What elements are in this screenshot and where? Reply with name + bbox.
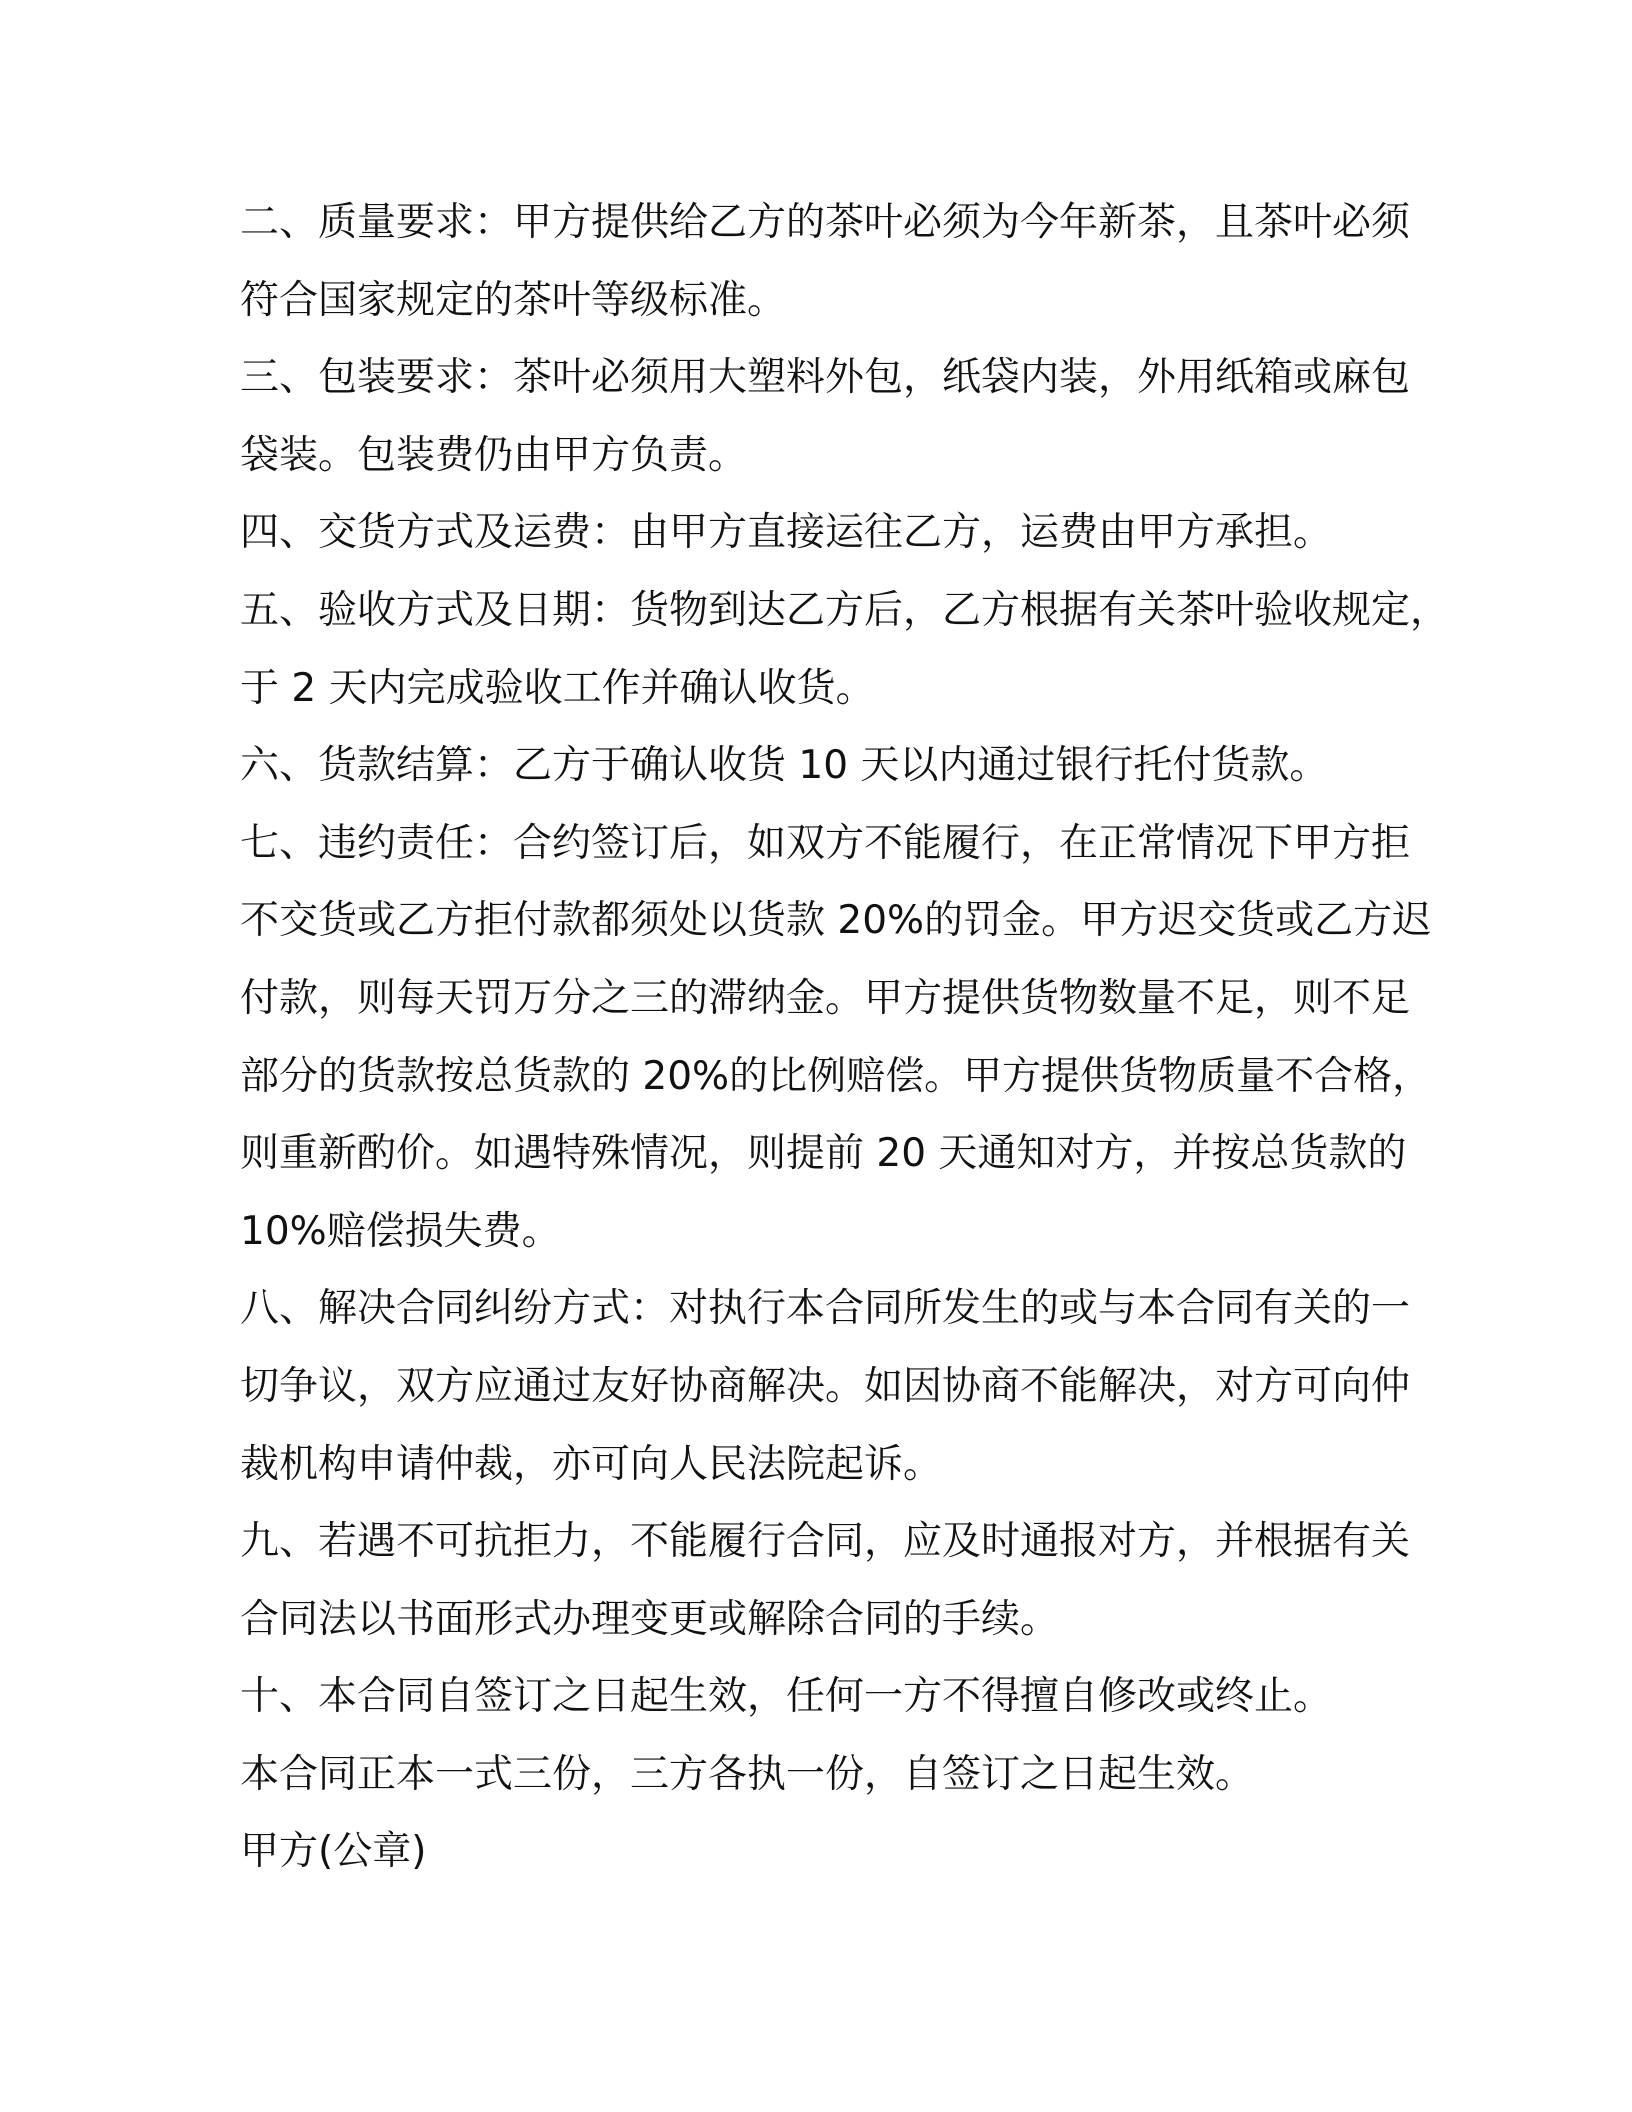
party-a-seal-label: 甲方(公章) bbox=[240, 1829, 427, 1875]
clause-4-delivery: 四、交货方式及运费：由甲方直接运往乙方，运费由甲方承担。 bbox=[240, 510, 1333, 556]
copies-statement: 本合同正本一式三份，三方各执一份，自签订之日起生效。 bbox=[240, 1751, 1255, 1797]
clause-3-packaging-line-2: 袋装。包装费仍由甲方负责。 bbox=[240, 432, 748, 478]
clause-7-liability-line-2: 不交货或乙方拒付款都须处以货款 20%的罚金。甲方迟交货或乙方迟 bbox=[240, 898, 1432, 944]
clause-3-packaging-line-1: 三、包装要求：茶叶必须用大塑料外包，纸袋内装，外用纸箱或麻包 bbox=[240, 355, 1411, 401]
clause-7-liability-line-6: 10%赔偿损失费。 bbox=[240, 1208, 561, 1254]
contract-body bbox=[240, 184, 1450, 1891]
clause-8-disputes-line-2: 切争议，双方应通过友好协商解决。如因协商不能解决，对方可向仲 bbox=[240, 1363, 1411, 1409]
clause-6-settlement: 六、货款结算：乙方于确认收货 10 天以内通过银行托付货款。 bbox=[240, 743, 1329, 789]
clause-8-disputes-line-1: 八、解决合同纠纷方式：对执行本合同所发生的或与本合同有关的一 bbox=[240, 1286, 1411, 1332]
clause-9-force-majeure-line-1: 九、若遇不可抗拒力，不能履行合同，应及时通报对方，并根据有关 bbox=[240, 1519, 1411, 1565]
clause-7-liability-line-1: 七、违约责任：合约签订后，如双方不能履行，在正常情况下甲方拒 bbox=[240, 820, 1411, 866]
clause-9-force-majeure-line-2: 合同法以书面形式办理变更或解除合同的手续。 bbox=[240, 1596, 1060, 1642]
clause-10-effectiveness: 十、本合同自签订之日起生效，任何一方不得擅自修改或终止。 bbox=[240, 1674, 1333, 1720]
clause-8-disputes-line-3: 裁机构申请仲裁，亦可向人民法院起诉。 bbox=[240, 1441, 943, 1487]
clause-7-liability-line-5: 则重新酌价。如遇特殊情况，则提前 20 天通知对方，并按总货款的 bbox=[240, 1131, 1407, 1177]
clause-2-quality-line-2: 符合国家规定的茶叶等级标准。 bbox=[240, 277, 787, 323]
clause-5-acceptance-line-1: 五、验收方式及日期：货物到达乙方后，乙方根据有关茶叶验收规定， bbox=[240, 587, 1450, 633]
clause-7-liability-line-3: 付款，则每天罚万分之三的滞纳金。甲方提供货物数量不足，则不足 bbox=[240, 975, 1411, 1021]
clause-7-liability-line-4: 部分的货款按总货款的 20%的比例赔偿。甲方提供货物质量不合格， bbox=[240, 1053, 1432, 1099]
clause-5-acceptance-line-2: 于 2 天内完成验收工作并确认收货。 bbox=[240, 665, 875, 711]
clause-2-quality-line-1: 二、质量要求：甲方提供给乙方的茶叶必须为今年新茶，且茶叶必须 bbox=[240, 200, 1411, 245]
